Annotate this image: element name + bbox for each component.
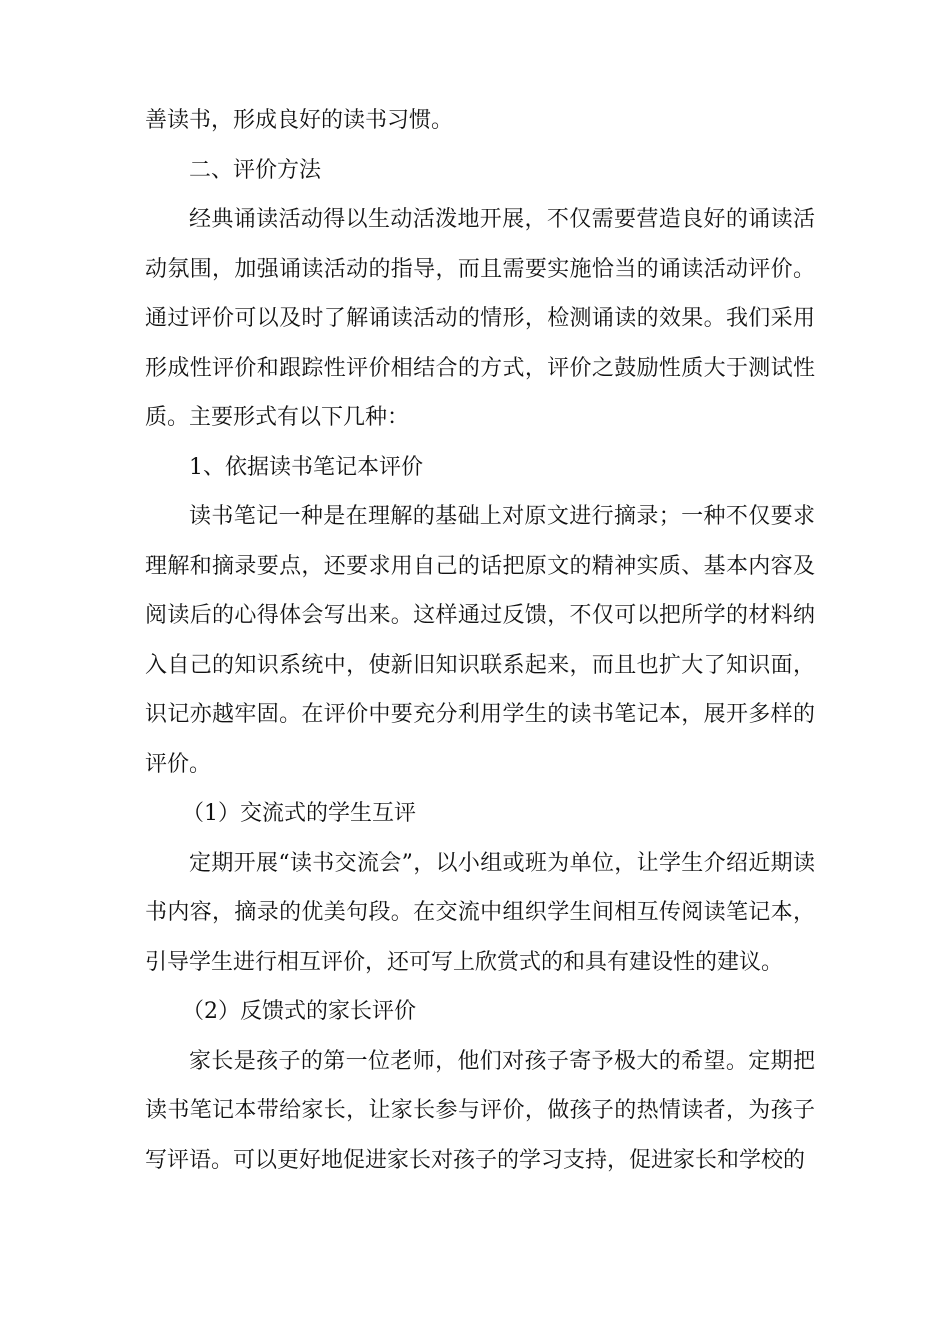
- paragraph-student-peer-review: 定期开展“读书交流会”，以小组或班为单位，让学生介绍近期读书内容，摘录的优美句段。在交流中组织学生间相互传阅读笔记本，引导学生进行相互评价，还可写上欣赏式的和具有建设性的建议。: [145, 850, 815, 975]
- subsection-heading-reading-notes: 1、依据读书笔记本评价: [189, 454, 423, 480]
- paragraph-evaluation-intro: 经典诵读活动得以生动活泼地开展，不仅需要营造良好的诵读活动氛围，加强诵读活动的指导，而且需要实施恰当的诵读活动评价。通过评价可以及时了解诵读活动的情形，检测诵读的效果。我们采用形成性评价和跟踪性评价相结合的方式，评价之鼓励性质大于测试性质。主要形式有以下几种：: [145, 207, 815, 430]
- paragraph-parent-review: 家长是孩子的第一位老师，他们对孩子寄予极大的希望。定期把读书笔记本带给家长，让家长参与评价，做孩子的热情读者，为孩子写评语。可以更好地促进家长对孩子的学习支持，促进家长和学校的: [145, 1048, 815, 1173]
- item-heading-parent-review: （2）反馈式的家长评价: [182, 999, 416, 1024]
- paragraph-reading-notes: 读书笔记一种是在理解的基础上对原文进行摘录；一种不仅要求理解和摘录要点，还要求用自己的话把原文的精神实质、基本内容及阅读后的心得体会写出来。这样通过反馈，不仅可以把所学的材料纳入自己的知识系统中，使新旧知识联系起来，而且也扩大了知识面，识记亦越牢固。在评价中要充分利用学生的读书笔记本，展开多样的评价。: [145, 504, 815, 777]
- paragraph-continuation: 善读书，形成良好的读书习惯。: [145, 108, 454, 133]
- section-heading-evaluation-methods: 二、评价方法: [189, 157, 322, 183]
- document-body: [145, 96, 815, 1185]
- item-heading-student-peer-review: （1）交流式的学生互评: [182, 801, 416, 826]
